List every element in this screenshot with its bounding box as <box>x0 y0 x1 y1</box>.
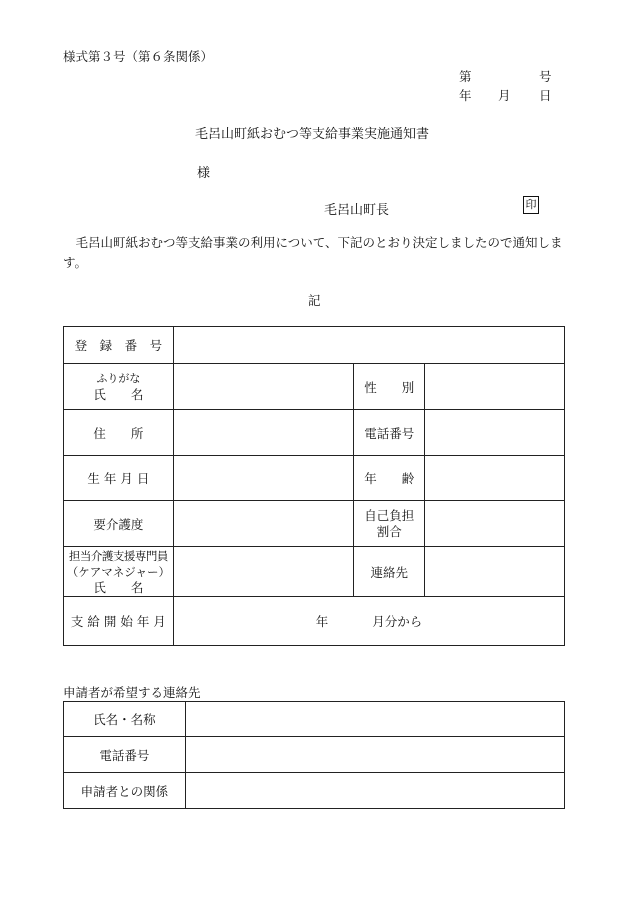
contact-table <box>63 701 565 809</box>
birthdate-label: 生 年 月 日 <box>64 456 174 501</box>
age-value <box>425 456 565 501</box>
decision-table <box>63 326 565 646</box>
registration-number-label: 登 録 番 号 <box>64 327 174 364</box>
number-suffix: 号 <box>539 69 552 84</box>
ki-heading: 記 <box>308 293 321 308</box>
contact-phone-value <box>185 737 564 773</box>
age-label: 年 齢 <box>354 456 425 501</box>
gender-value <box>425 364 565 410</box>
contact-name-value <box>185 702 564 737</box>
care-level-label: 要介護度 <box>64 501 174 547</box>
gender-label: 性 別 <box>354 364 425 410</box>
start-month-value <box>173 597 564 646</box>
address-value <box>173 410 354 456</box>
date-month: 月 <box>498 88 511 103</box>
start-year-unit: 年 <box>315 614 329 629</box>
phone-label: 電話番号 <box>354 410 425 456</box>
body-text: 毛呂山町紙おむつ等支給事業の利用について、下記のとおり決定しましたので通知します。 <box>63 235 563 270</box>
registration-number-value <box>173 327 564 364</box>
care-manager-line3: 氏 名 <box>93 579 144 595</box>
form-label: 様式第３号（第６条関係） <box>63 49 214 64</box>
copay-label-line2: 割合 <box>376 523 402 539</box>
document-title: 毛呂山町紙おむつ等支給事業実施通知書 <box>195 127 430 142</box>
care-manager-value <box>173 547 354 597</box>
start-month-label: 支 給 開 始 年 月 <box>64 597 174 646</box>
number-prefix: 第 <box>459 69 472 84</box>
contact-relation-value <box>185 773 564 809</box>
care-manager-label-cell <box>64 547 174 597</box>
phone-value <box>425 410 565 456</box>
recipient-suffix: 様 <box>197 166 211 181</box>
date-day: 日 <box>539 88 552 103</box>
name-label-cell <box>64 364 174 410</box>
copay-value <box>425 501 565 547</box>
contact-section-title: 申請者が希望する連絡先 <box>63 685 201 700</box>
name-value <box>173 364 354 410</box>
seal-mark: 印 <box>523 196 539 214</box>
contact-value <box>425 547 565 597</box>
care-manager-line1: 担当介護支援専門員 <box>68 548 168 563</box>
date-year: 年 <box>459 88 472 103</box>
care-manager-line2: （ケアマネジャー） <box>66 564 170 579</box>
issuer: 毛呂山町長 <box>324 203 390 218</box>
contact-name-label: 氏名・名称 <box>64 702 186 737</box>
name-label: 氏 名 <box>93 386 144 402</box>
copay-label-line1: 自己負担 <box>364 507 415 523</box>
care-level-value <box>173 501 354 547</box>
contact-phone-label: 電話番号 <box>64 737 186 773</box>
address-label: 住 所 <box>64 410 174 456</box>
start-month-unit: 月分から <box>372 614 423 629</box>
contact-relation-label: 申請者との関係 <box>64 773 186 809</box>
copay-label-cell <box>354 501 425 547</box>
contact-label: 連絡先 <box>354 547 425 597</box>
birthdate-value <box>173 456 354 501</box>
furigana-label: ふりがな <box>96 371 141 385</box>
